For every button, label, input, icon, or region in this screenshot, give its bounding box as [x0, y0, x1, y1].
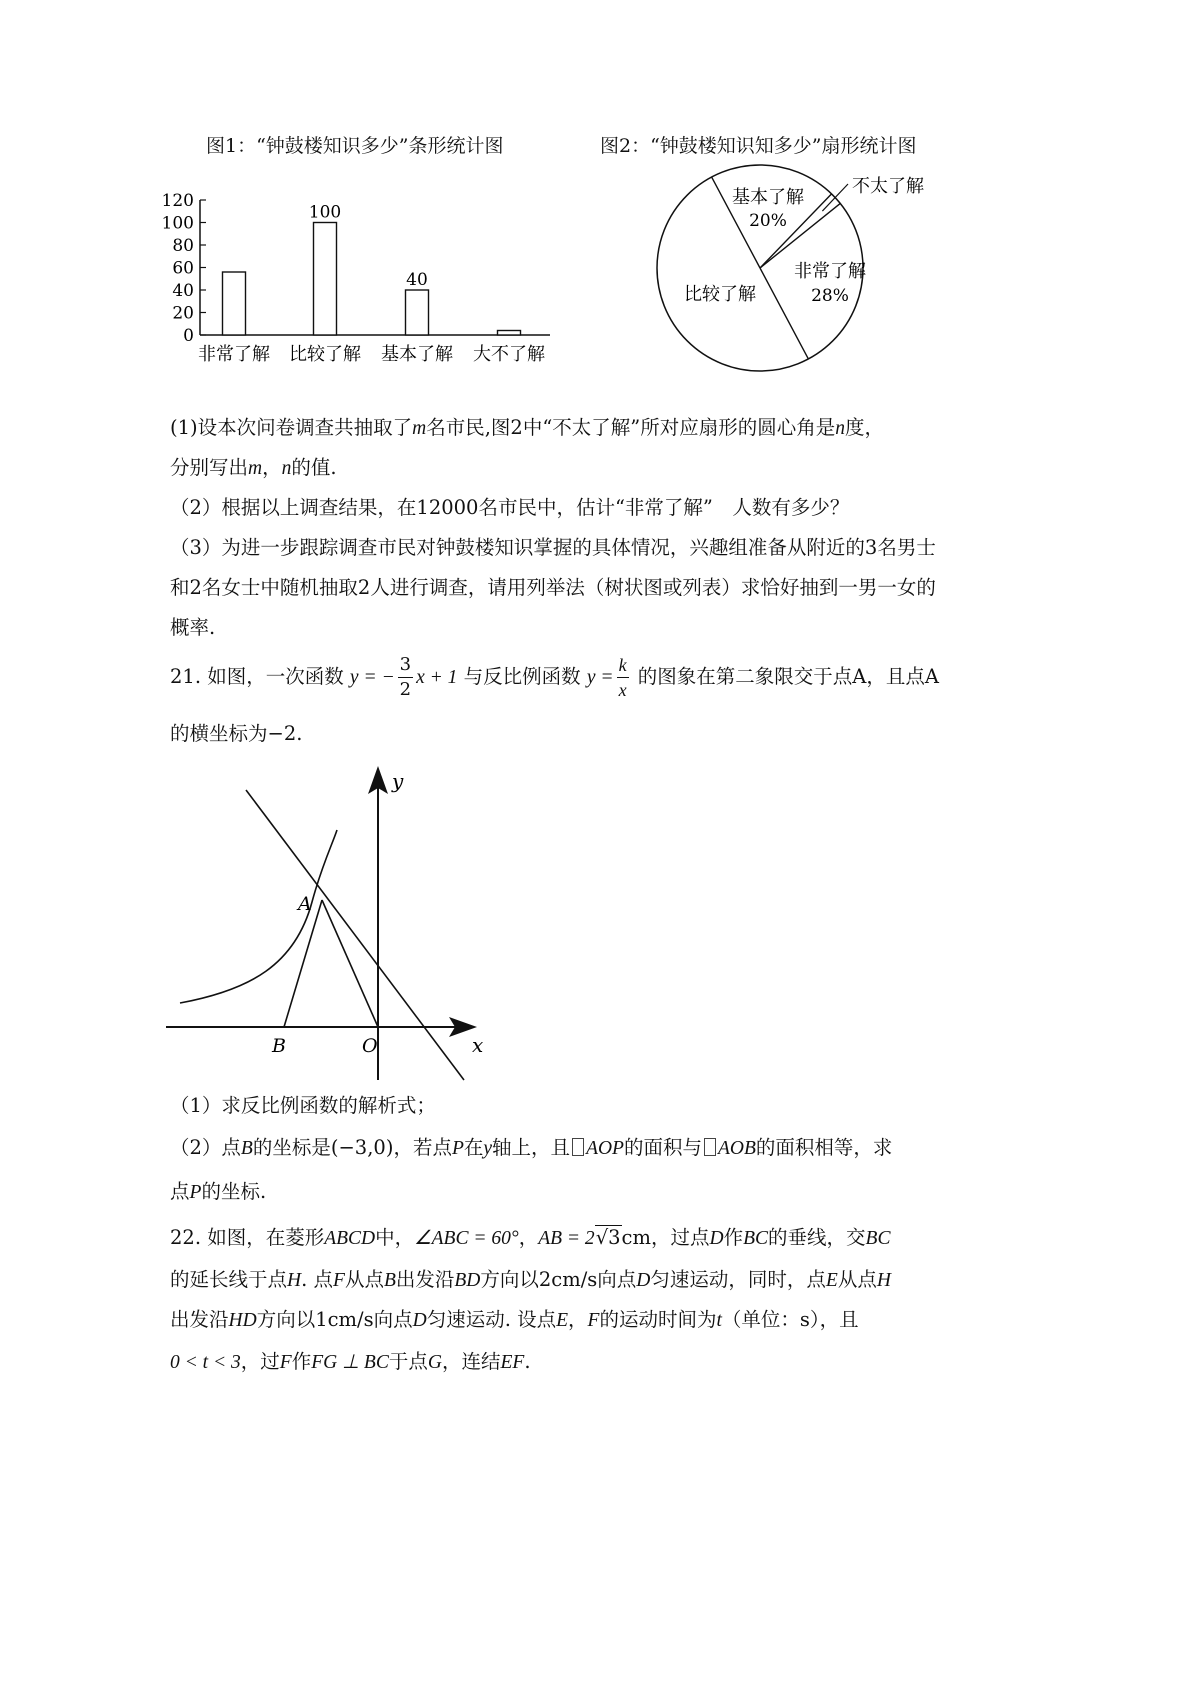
fraction-k-x: $\frac{k}{x}$: [618, 655, 627, 700]
bar-chart-caption: 图1：“钟鼓楼知识多少”条形统计图: [206, 135, 504, 157]
q21-part2-line1: （2）点B的坐标是(−3,0)，若点P在y轴上，且 AOP的面积与 AOB的面积相等，求: [170, 1136, 893, 1159]
pie-chart: [640, 162, 970, 382]
bar: [406, 290, 429, 335]
bar-y-tick-label: 60: [172, 258, 194, 279]
pie-slice-label: 比较了解: [684, 284, 756, 305]
bar: [498, 331, 521, 336]
x-axis-label: x: [472, 1033, 484, 1057]
fraction-3-2: $\frac{3}{2}$: [399, 654, 412, 700]
q21-intro-line2: 的横坐标为−2.: [170, 722, 303, 745]
q22-line3: 出发沿HD方向以1cm/s向点D匀速运动. 设点E，F的运动时间为t（单位：s），且: [170, 1308, 859, 1331]
bar-y-tick-label: 20: [172, 303, 194, 324]
y-axis-label: y: [392, 769, 404, 793]
bar-y-tick-label: 100: [161, 213, 194, 234]
bar-data-label: 100: [308, 202, 342, 223]
q21-intro-line1: 21. 如图，一次函数 y = − $\frac{3}{2}$ x + 1 与反比例函数 y = $\frac{k}{x}$ 的图象在第二象限交于点A，且点A: [170, 654, 939, 700]
bar: [223, 272, 246, 335]
pie-slice-label: 基本了解: [732, 187, 804, 208]
bar-y-tick-label: 120: [161, 191, 194, 211]
q21-part2-line2: 点P的坐标.: [170, 1180, 267, 1203]
point-B-label: B: [272, 1035, 286, 1057]
q22-line1: 22. 如图，在菱形ABCD中，∠ABC = 60°，AB = 2√3cm，过点D作BC的垂线，交BC: [170, 1226, 891, 1249]
function-graph: [160, 760, 500, 1090]
pie-slice-label: 非常了解: [794, 261, 866, 282]
bar-y-tick-label: 80: [172, 236, 194, 256]
point-A-label: A: [298, 893, 312, 915]
pie-slice-label: 不太了解: [852, 176, 924, 197]
pie-slice-percent: 28%: [811, 286, 849, 306]
bar-y-tick-label: 0: [183, 326, 194, 346]
pie-chart-caption: 图2：“钟鼓楼知识知多少”扇形统计图: [600, 135, 917, 157]
q22-line2: 的延长线于点H. 点F从点B出发沿BD方向以2cm/s向点D匀速运动，同时，点E从点H: [170, 1268, 891, 1291]
triangle-symbol: [704, 1138, 716, 1156]
q22-line4: 0 < t < 3，过F作FG ⊥ BC于点G，连结EF.: [170, 1350, 531, 1373]
q20-part3-line1: （3）为进一步跟踪调查市民对钟鼓楼知识掌握的具体情况，兴趣组准备从附近的3名男士: [170, 536, 936, 559]
segment-AB: [284, 900, 322, 1027]
bar-chart: [150, 180, 570, 380]
q20-part3-line2: 和2名女士中随机抽取2人进行调查，请用列举法（树状图或列表）求恰好抽到一男一女的: [170, 576, 936, 599]
q20-part1-line1: (1)设本次问卷调查共抽取了m名市民,图2中“不太了解”所对应扇形的圆心角是n度，: [170, 416, 885, 439]
triangle-symbol: [572, 1138, 584, 1156]
bar-category-label: 比较了解: [289, 344, 361, 365]
q20-part1-line2: 分别写出m，n的值.: [170, 456, 337, 479]
pie-slice-percent: 20%: [749, 211, 787, 231]
origin-label: O: [362, 1035, 378, 1057]
sqrt-3: √3: [595, 1226, 621, 1249]
inverse-function-curve: [180, 830, 337, 1003]
bar-category-label: 非常了解: [198, 344, 270, 365]
q21-part1: （1）求反比例函数的解析式；: [170, 1094, 436, 1117]
segment-AO: [322, 900, 378, 1027]
q20-part3-line3: 概率.: [170, 616, 216, 639]
bar: [314, 223, 337, 336]
bar-data-label: 40: [406, 270, 428, 290]
bar-y-tick-label: 40: [172, 281, 194, 301]
bar-category-label: 大不了解: [473, 344, 545, 365]
q20-part2: （2）根据以上调查结果，在12000名市民中，估计“非常了解” 人数有多少？: [170, 496, 850, 519]
bar-category-label: 基本了解: [381, 344, 453, 365]
